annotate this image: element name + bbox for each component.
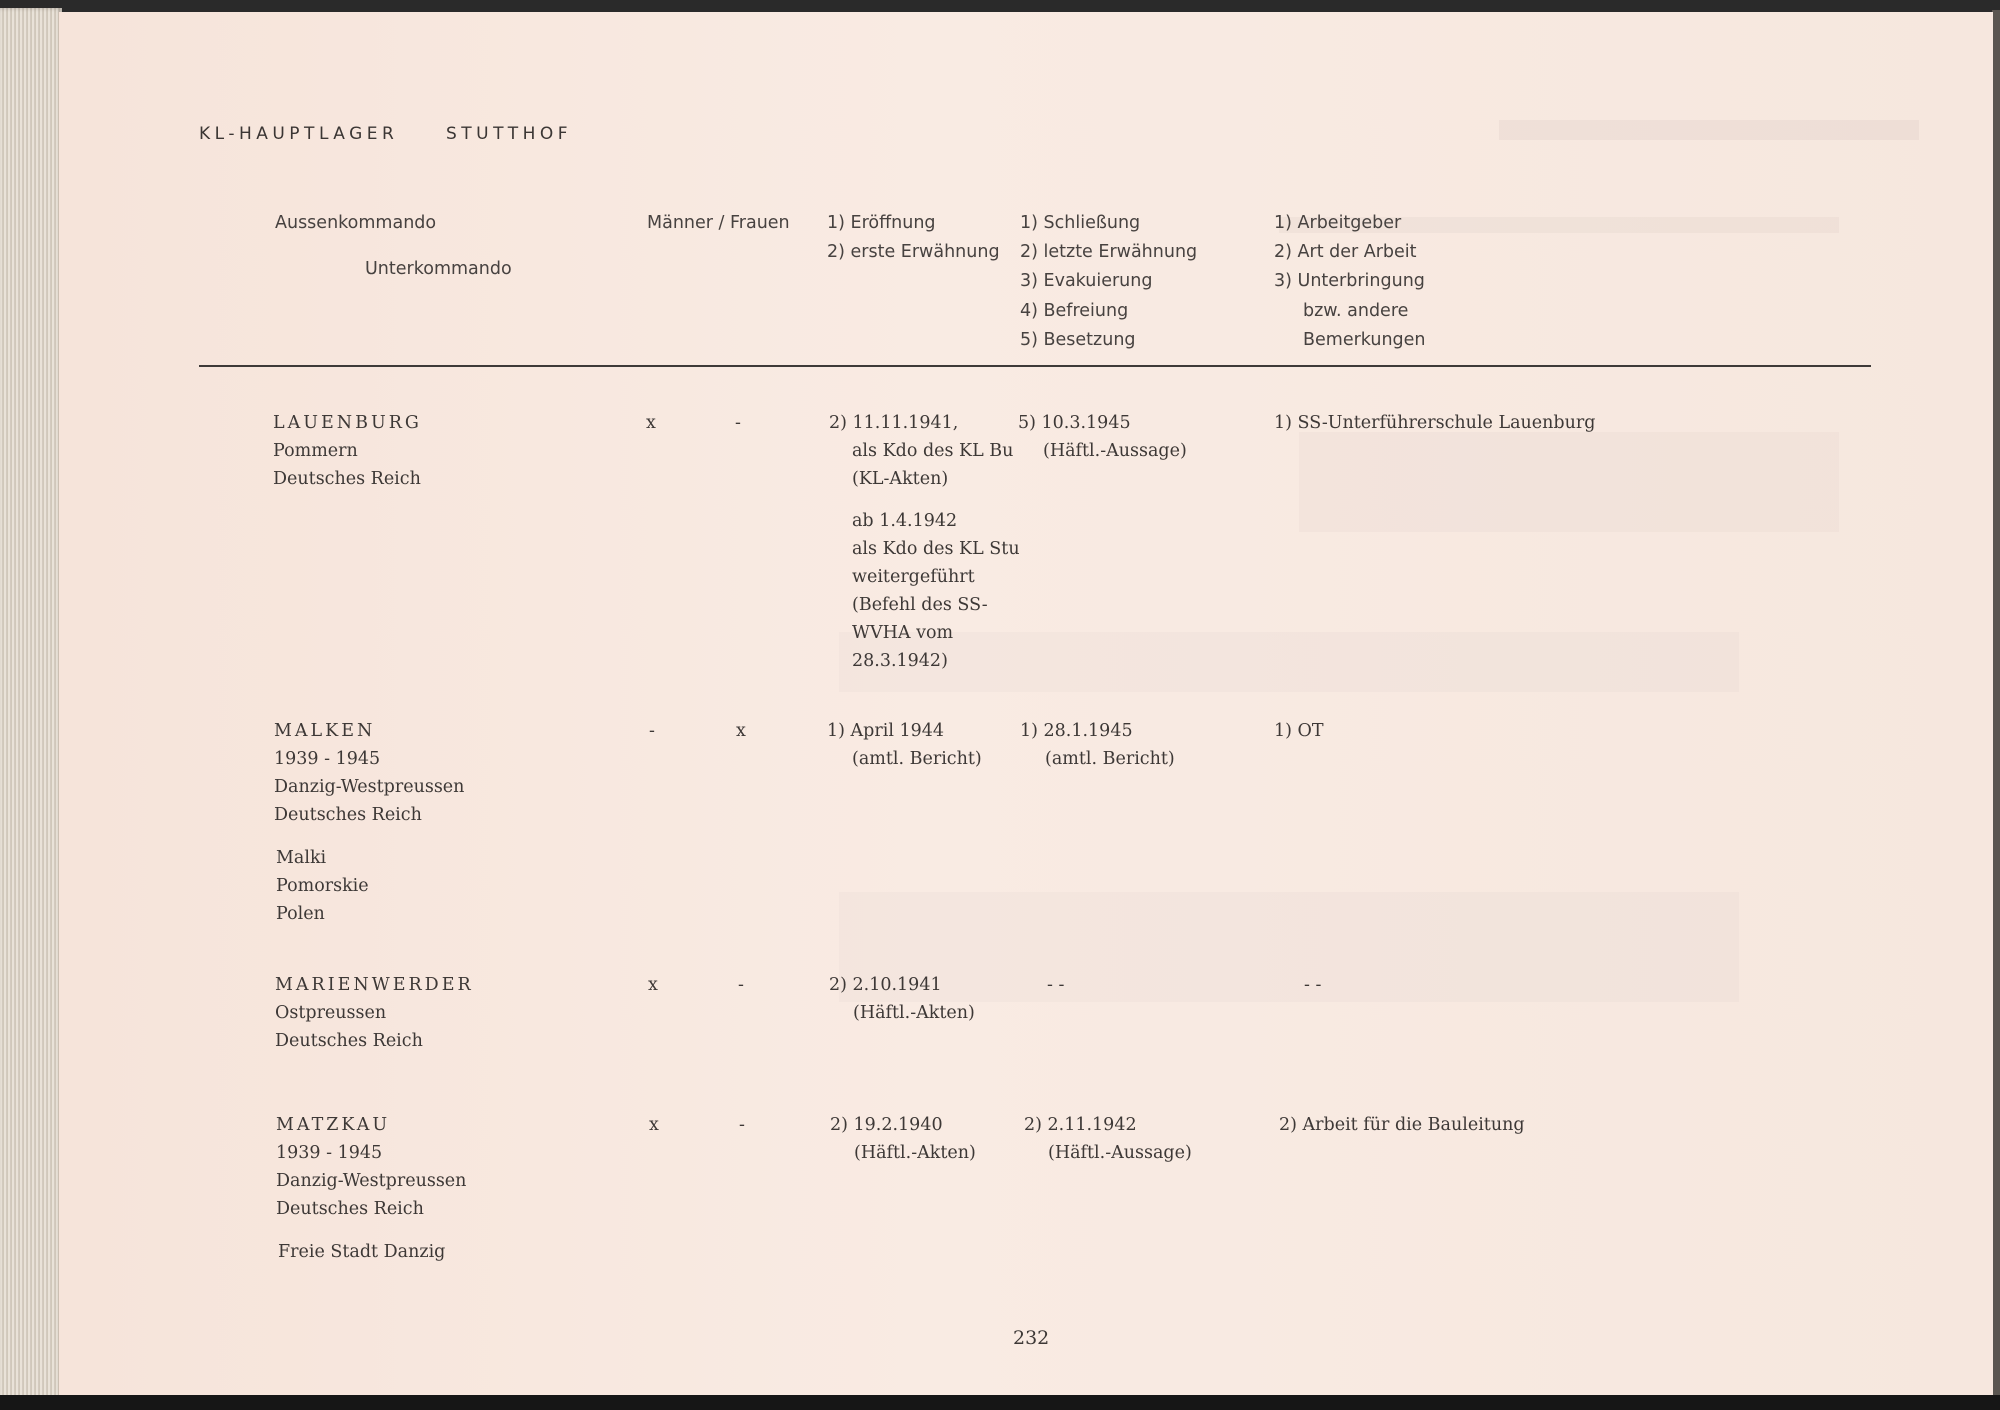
book-cover-edge (1992, 10, 2000, 1400)
entry-location: 1939 - 1945 (274, 749, 381, 769)
entry-closing: 1) 28.1.1945 (1020, 721, 1133, 741)
entry-opening: 1) April 1944 (827, 721, 945, 741)
col5-line3: 3) Unterbringung (1274, 271, 1425, 291)
col3-line1: 1) Eröffnung (827, 213, 936, 233)
entry-maenner: x (646, 413, 656, 433)
col4-line5: 5) Besetzung (1020, 330, 1136, 350)
entry-location: Ostpreussen (275, 1003, 387, 1023)
entry-remarks: - - (1304, 975, 1322, 995)
entry-opening: 2) 19.2.1940 (830, 1115, 943, 1135)
entry-opening: 2) 2.10.1941 (829, 975, 942, 995)
entry-closing: 2) 2.11.1942 (1024, 1115, 1137, 1135)
entry-opening: als Kdo des KL Bu (852, 441, 1014, 461)
entry-opening-extra: weitergeführt (852, 567, 975, 587)
col5-line1: 1) Arbeitgeber (1274, 213, 1402, 233)
entry-opening-extra: WVHA vom (852, 623, 954, 643)
entry-name: MALKEN (274, 721, 376, 741)
header-camp: KL-HAUPTLAGER (199, 124, 399, 144)
entry-frauen: x (736, 721, 746, 741)
col3-line2: 2) erste Erwähnung (827, 242, 1000, 262)
entry-location: Pommern (273, 441, 358, 461)
entry-closing: - - (1047, 975, 1065, 995)
entry-remarks: 1) OT (1274, 721, 1324, 741)
col-unterkommando: Unterkommando (365, 259, 512, 279)
entry-location-extra: Pomorskie (276, 876, 369, 896)
col5-line5: Bemerkungen (1303, 330, 1426, 350)
entry-location: Deutsches Reich (276, 1199, 424, 1219)
col5-line2: 2) Art der Arbeit (1274, 242, 1417, 262)
entry-opening: (Häftl.-Akten) (853, 1003, 975, 1023)
page-number: 232 (1013, 1327, 1050, 1349)
entry-frauen: - (735, 413, 741, 433)
entry-remarks: 2) Arbeit für die Bauleitung (1279, 1115, 1525, 1135)
header-rule (199, 365, 1871, 367)
entry-opening-extra: als Kdo des KL Stu (852, 539, 1020, 559)
entry-frauen: - (739, 1115, 745, 1135)
entry-opening-extra: (Befehl des SS- (852, 595, 988, 615)
bottom-border (0, 1395, 2000, 1410)
col-aussenkommando: Aussenkommando (275, 213, 437, 233)
col4-line4: 4) Befreiung (1020, 301, 1129, 321)
entry-location: Danzig-Westpreussen (276, 1171, 467, 1191)
entry-closing: 5) 10.3.1945 (1018, 413, 1131, 433)
entry-location-extra: Malki (276, 848, 327, 868)
col-maenner-frauen: Männer / Frauen (647, 213, 790, 233)
book-page-edges (0, 8, 62, 1400)
entry-name: MATZKAU (276, 1115, 391, 1135)
entry-opening: (amtl. Bericht) (852, 749, 982, 769)
entry-location: Deutsches Reich (273, 469, 421, 489)
entry-location: Deutsches Reich (274, 805, 422, 825)
entry-opening-extra: 28.3.1942) (852, 651, 948, 671)
entry-location: Danzig-Westpreussen (274, 777, 465, 797)
entry-remarks: 1) SS-Unterführerschule Lauenburg (1274, 413, 1596, 433)
entry-closing: (Häftl.-Aussage) (1048, 1143, 1192, 1163)
col4-line2: 2) letzte Erwähnung (1020, 242, 1198, 262)
entry-opening: 2) 11.11.1941, (829, 413, 959, 433)
entry-location-extra: Polen (276, 904, 325, 924)
entry-closing: (amtl. Bericht) (1045, 749, 1175, 769)
col5-line4: bzw. andere (1303, 301, 1409, 321)
col4-line3: 3) Evakuierung (1020, 271, 1153, 291)
col4-line1: 1) Schließung (1020, 213, 1141, 233)
entry-maenner: x (649, 1115, 659, 1135)
entry-name: LAUENBURG (273, 413, 422, 433)
entry-opening: (KL-Akten) (852, 469, 949, 489)
entry-maenner: - (649, 721, 655, 741)
entry-closing: (Häftl.-Aussage) (1043, 441, 1187, 461)
entry-location-extra: Freie Stadt Danzig (278, 1242, 446, 1262)
header-name: STUTTHOF (446, 124, 573, 144)
entry-frauen: - (738, 975, 744, 995)
entry-location: 1939 - 1945 (276, 1143, 383, 1163)
entry-opening: (Häftl.-Akten) (854, 1143, 976, 1163)
entry-opening-extra: ab 1.4.1942 (852, 511, 958, 531)
entry-name: MARIENWERDER (275, 975, 474, 995)
entry-maenner: x (648, 975, 658, 995)
entry-location: Deutsches Reich (275, 1031, 423, 1051)
